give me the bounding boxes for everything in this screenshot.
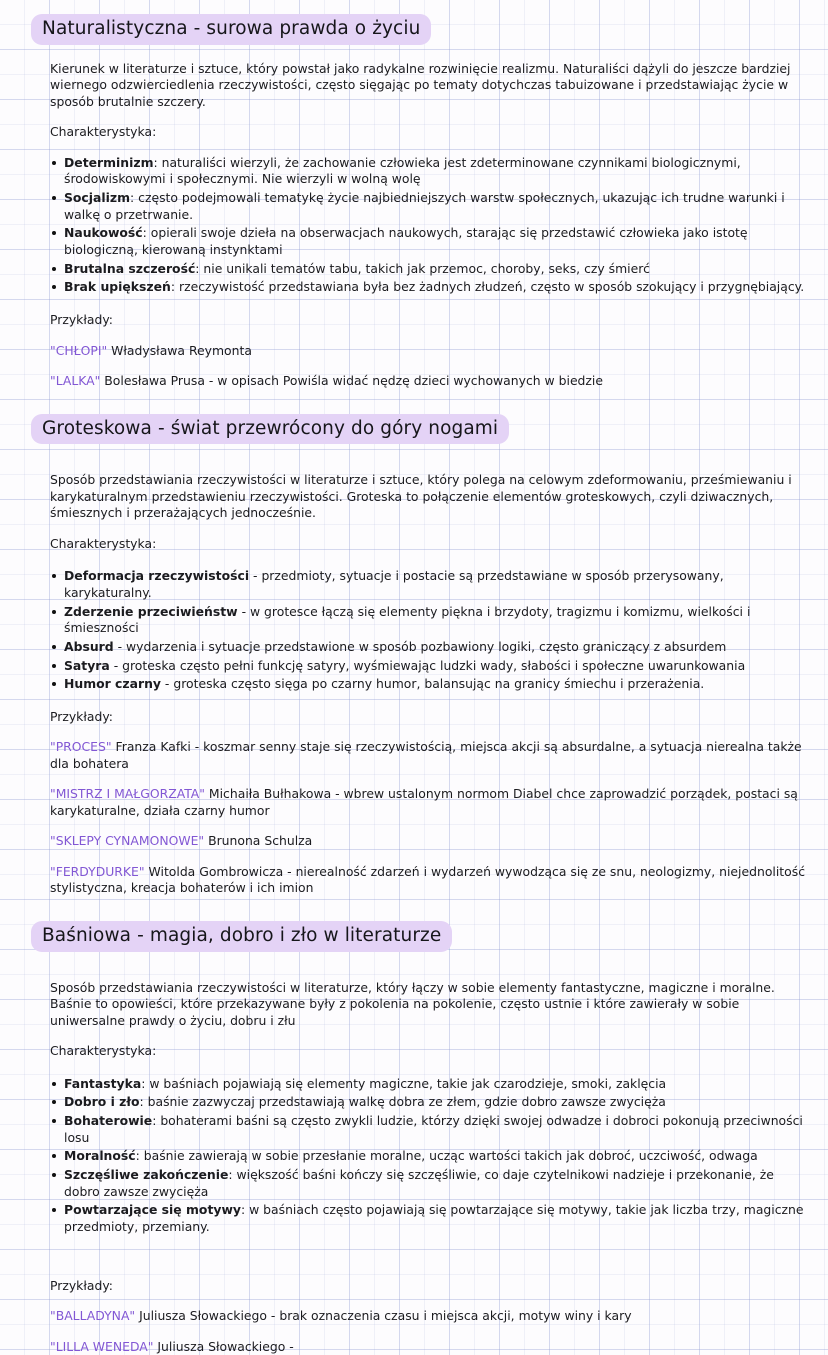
bullet-term: Fantastyka — [64, 1075, 142, 1091]
example-title: "MISTRZ I MAŁGORZATA" — [50, 786, 205, 802]
bullet-sep: : — [240, 1202, 250, 1218]
example-title: "LALKA" — [50, 373, 101, 389]
bullet-text: w baśniach pojawiają się elementy magiczne, takie jak czarodzieje, smoki, zaklęcia — [149, 1075, 667, 1091]
section-intro-paragraph: Sposób przedstawiania rzeczywistości w literaturze, który łączy w sobie elementy fantastyczne, magiczne i moralne. Baśnie to opowieści, które przekazywane były z pokolenia na pokolenie, często ustnie i które zawierały w sobie uniwersalne prawdy o życiu, dobru i złu — [50, 979, 775, 1028]
example-rest: Michaiła Bułhakowa - wbrew ustalonym normom Diabel chce zaprowadzić porządek, postaci są karykaturalne, działa czarny humor — [50, 786, 798, 818]
characteristics-list — [50, 1076, 806, 1236]
bullet-term: Determinizm — [64, 154, 154, 170]
examples-label: Przykłady: — [50, 708, 113, 724]
example-title: "LILLA WENEDA" — [50, 1338, 154, 1354]
section-body-groteskowa — [50, 472, 806, 897]
list-item — [50, 676, 806, 693]
example-rest: Bolesława Prusa - w opisach Powiśla widać nędzę dzieci wychowanych w biedzie — [100, 373, 603, 389]
bullet-text: często podejmowali tematykę życie najbiedniejszych warstw społecznych, ukazując ich trudne warunki i walkę o przetrwanie. — [64, 190, 785, 222]
example-entry — [50, 1339, 806, 1355]
section-heading-naturalistyczna: Naturalistyczna - surowa prawda o życiu — [31, 14, 431, 45]
list-item — [50, 1094, 806, 1111]
list-item — [50, 279, 806, 296]
bullet-term: Dobro i zło — [64, 1094, 140, 1110]
top-spacer — [0, 0, 828, 14]
bullet-text: rzeczywistość przedstawiana była bez żadnych złudzeń, często w sposób szokujący i przygnębiający. — [179, 279, 805, 295]
list-item — [50, 1202, 806, 1235]
bullet-sep: : — [142, 225, 151, 241]
example-entry — [50, 739, 806, 772]
characteristics-list — [50, 155, 806, 296]
bullet-sep: : — [228, 1166, 237, 1182]
bullet-term: Zderzenie przeciwieństw — [64, 603, 238, 619]
example-rest: Franza Kafki - koszmar senny staje się rzeczywistością, miejsca akcji są absurdalne, a sytuacja nierealna także dla bohatera — [50, 739, 802, 771]
bullet-sep: : — [152, 1112, 161, 1128]
example-title: "CHŁOPI" — [50, 342, 108, 358]
list-item — [50, 639, 806, 656]
example-title: "SKLEPY CYNAMONOWE" — [50, 833, 205, 849]
section-heading-groteskowa: Groteskowa - świat przewrócony do góry nogami — [31, 414, 509, 445]
example-title: "PROCES" — [50, 739, 112, 755]
bullet-text: przedmioty, sytuacje i postacie są przedstawiane w sposób przerysowany, karykaturalny. — [64, 568, 724, 600]
example-entry — [50, 786, 806, 819]
example-entry — [50, 864, 806, 897]
example-entry — [50, 1308, 806, 1325]
bullet-sep: : — [130, 190, 139, 206]
section-body-naturalistyczna — [50, 61, 806, 390]
bullet-sep: - — [237, 603, 250, 619]
example-rest: Juliusza Słowackiego - brak oznaczenia czasu i miejsca akcji, motyw winy i kary — [135, 1308, 632, 1324]
example-title: "FERDYDURKE" — [50, 863, 145, 879]
section-intro-paragraph: Kierunek w literaturze i sztuce, który powstał jako radykalne rozwinięcie realizmu. Naturaliści dążyli do jeszcze bardziej wiernego odzwierciedlenia rzeczywistości, często sięgając po tematy dotychczas tabuizowane i przedstawiając życie w sposób brutalnie szczery. — [50, 60, 791, 109]
characteristics-label: Charakterystyka: — [50, 1043, 157, 1059]
list-item — [50, 225, 806, 258]
example-title: "BALLADYNA" — [50, 1308, 136, 1324]
bullet-term: Humor czarny — [64, 676, 161, 692]
list-item — [50, 568, 806, 601]
bullet-sep: : — [141, 1075, 150, 1091]
example-rest: Władysława Reymonta — [107, 342, 252, 358]
bullet-sep: : — [195, 260, 204, 276]
bullet-term: Satyra — [64, 657, 110, 673]
example-rest: Brunona Schulza — [204, 833, 313, 849]
bullet-term: Szczęśliwe zakończenie — [64, 1166, 229, 1182]
bullet-text: baśnie zazwyczaj przedstawiają walkę dobra ze złem, gdzie dobro zawsze zwycięża — [147, 1094, 666, 1110]
characteristics-label: Charakterystyka: — [50, 124, 157, 140]
bullet-text: w grotesce łączą się elementy piękna i brzydoty, tragizmu i komizmu, wielkości i śmieszności — [64, 603, 751, 636]
list-item — [50, 658, 806, 675]
bullet-text: wydarzenia i sytuacje przedstawione w sposób pozbawiony logiki, często graniczący z absurdem — [126, 638, 727, 654]
bullet-text: w baśniach często pojawiają się powtarzające się motywy, takie jak liczba trzy, magiczne przedmioty, przemiany. — [64, 1202, 804, 1234]
bullet-term: Brutalna szczerość — [64, 260, 196, 276]
bullet-text: baśnie zawierają w sobie przesłanie moralne, ucząc wartości takich jak dobroć, uczciwość, odwaga — [143, 1148, 758, 1164]
section-body-basniowa — [50, 980, 806, 1355]
bullet-sep: - — [249, 568, 262, 584]
bullet-text: groteska często sięga po czarny humor, balansując na granicy śmiechu i przerażenia. — [173, 676, 705, 692]
bullet-term: Powtarzające się motywy — [64, 1202, 241, 1218]
bullet-text: większość baśni kończy się szczęśliwie, co daje czytelnikowi nadzieje i przekonanie, że dobro zawsze zwycięża — [64, 1166, 774, 1199]
bullet-sep: : — [139, 1094, 148, 1110]
example-rest: Juliusza Słowackiego - — [153, 1338, 294, 1354]
bullet-text: opierali swoje dzieła na obserwacjach naukowych, starając się przedstawić człowieka jako istotę biologiczną, kierowaną instynktami — [64, 225, 748, 258]
bullet-text: bohaterami baśni są często zwykli ludzie, którzy dzięki swojej odwadze i dobroci pokonują przeciwności losu — [64, 1112, 803, 1145]
bullet-sep: - — [160, 676, 174, 692]
examples-label: Przykłady: — [50, 312, 113, 328]
bullet-text: naturaliści wierzyli, że zachowanie człowieka jest zdeterminowane czynnikami biologicznymi, środowiskowymi i społecznymi. Nie wierzyli w wolną wolę — [64, 154, 741, 187]
section-intro-paragraph: Sposób przedstawiania rzeczywistości w literaturze i sztuce, który polega na celowym zdeformowaniu, prześmiewaniu i karykaturalnym przedstawieniu rzeczywistości. Groteska to połączenie elementów groteskowych, czyli dziwacznych, śmiesznych i przerażających jednocześnie. — [50, 472, 792, 521]
list-item — [50, 261, 806, 278]
bullet-term: Socjalizm — [64, 190, 131, 206]
bullet-term: Deformacja rzeczywistości — [64, 568, 250, 584]
list-item — [50, 155, 806, 188]
bullet-sep: - — [109, 657, 123, 673]
section-groteskowa — [0, 414, 828, 897]
example-entry — [50, 833, 806, 850]
bullet-sep: : — [135, 1148, 144, 1164]
example-entry — [50, 343, 806, 360]
bullet-sep: : — [170, 279, 179, 295]
bullet-term: Moralność — [64, 1148, 136, 1164]
bullet-text: groteska często pełni funkcję satyry, wyśmiewając ludzki wady, słabości i społeczne uwarunkowania — [122, 657, 746, 673]
example-entry — [50, 373, 806, 390]
section-naturalistyczna — [0, 14, 828, 390]
bullet-term: Absurd — [64, 638, 114, 654]
bullet-text: nie unikali tematów tabu, takich jak przemoc, choroby, seks, czy śmierć — [203, 260, 650, 276]
list-item — [50, 1113, 806, 1146]
section-heading-basniowa: Baśniowa - magia, dobro i zło w literaturze — [31, 921, 452, 952]
list-item — [50, 1167, 806, 1200]
list-item — [50, 190, 806, 223]
characteristics-list — [50, 568, 806, 693]
list-item — [50, 604, 806, 637]
examples-label: Przykłady: — [50, 1277, 113, 1293]
list-item — [50, 1148, 806, 1165]
bullet-sep: - — [113, 638, 126, 654]
bullet-term: Bohaterowie — [64, 1112, 153, 1128]
bullet-term: Brak upiększeń — [64, 279, 171, 295]
bullet-sep: : — [153, 154, 162, 170]
list-item — [50, 1076, 806, 1093]
bullet-term: Naukowość — [64, 225, 143, 241]
characteristics-label: Charakterystyka: — [50, 535, 157, 551]
section-basniowa — [0, 921, 828, 1355]
example-rest: Witolda Gombrowicza - nierealność zdarzeń i wydarzeń wywodząca się ze snu, neologizmy, niejednolitość stylistyczna, kreacja bohaterów i ich imion — [50, 863, 806, 896]
